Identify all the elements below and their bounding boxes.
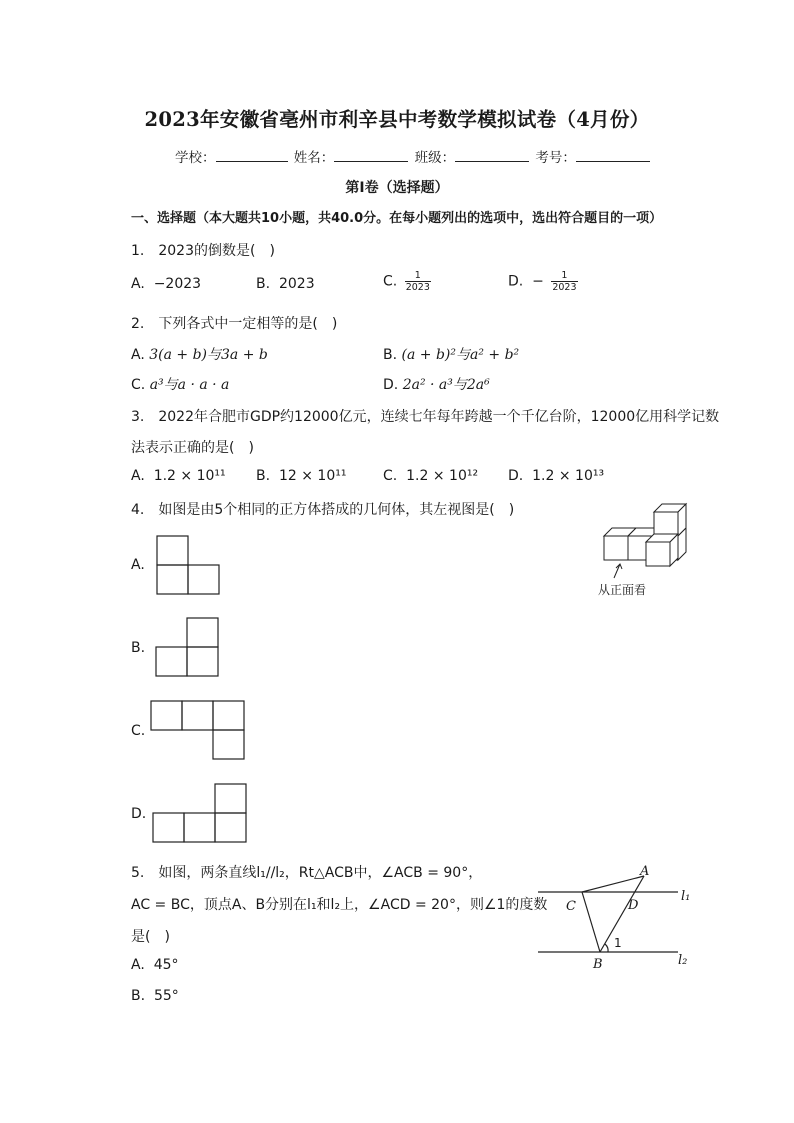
angle-1-arc <box>605 944 608 952</box>
q4-option-c-figure <box>150 700 246 762</box>
q3-stem-line2: 法表示正确的是( ) <box>131 440 254 456</box>
q1-option-c: C. $\frac{1}{2023}$ <box>383 270 430 293</box>
name-blank <box>334 147 408 162</box>
q5-stem-line1: 5. 如图，两条直线l₁//l₂，Rt△ACB中，∠ACB = 90°， <box>131 865 483 881</box>
q3-stem-line1: 3. 2022年合肥市GDP约12000亿元，连续七年每年跨越一个千亿台阶，12000亿用科学记数 <box>131 409 720 425</box>
q1-option-b: B. 2023 <box>256 276 315 292</box>
q4-option-c-label: C. <box>131 723 146 739</box>
point-d-label: D <box>628 898 639 913</box>
q4-option-b-figure <box>155 617 221 679</box>
q2-option-a: A. 3(a + b)与3a + b <box>131 347 268 363</box>
q1-option-d: D. − $\frac{1}{2023}$ <box>508 270 577 293</box>
q3-option-b: B. 12 × 10¹¹ <box>256 468 347 484</box>
q1-stem: 1. 2023的倒数是( ) <box>131 243 275 259</box>
q4-stem: 4. 如图是由5个相同的正方体搭成的几何体，其左视图是( ) <box>131 502 515 518</box>
q5-stem-line2: AC = BC，顶点A、B分别在l₁和l₂上，∠ACD = 20°，则∠1的度数 <box>131 897 548 913</box>
q1-option-a: A. −2023 <box>131 276 202 292</box>
student-info-line <box>175 146 652 166</box>
q2-option-d: D. 2a² · a³与2a⁶ <box>383 377 490 393</box>
q5-option-a: A. 45° <box>131 957 179 973</box>
part-heading: 一、选择题（本大题共10小题，共40.0分。在每小题列出的选项中，选出符合题目的一项） <box>131 211 663 226</box>
q4-option-b-label: B. <box>131 640 146 656</box>
line-l1-label: l₁ <box>681 889 691 904</box>
segment-ca <box>582 876 644 892</box>
class-blank <box>455 147 529 162</box>
angle-1-label: 1 <box>614 936 622 950</box>
point-c-label: C <box>566 899 576 914</box>
number-label: 考号： <box>535 150 576 166</box>
school-blank <box>216 147 288 162</box>
q2-stem: 2. 下列各式中一定相等的是( ) <box>131 316 338 332</box>
q2-option-c: C. a³与a · a · a <box>131 377 230 393</box>
q3-option-c: C. 1.2 × 10¹² <box>383 468 479 484</box>
point-b-label: B <box>593 957 603 972</box>
q5-option-b: B. 55° <box>131 988 179 1004</box>
q4-figure-caption: 从正面看 <box>598 583 647 597</box>
q3-option-a: A. 1.2 × 10¹¹ <box>131 468 226 484</box>
school-label: 学校： <box>175 150 216 166</box>
section-title: 第Ⅰ卷（选择题） <box>345 180 449 196</box>
name-label: 姓名： <box>293 150 335 166</box>
q3-option-d: D. 1.2 × 10¹³ <box>508 468 605 484</box>
q4-option-a-figure <box>156 535 222 597</box>
q1-c-fraction: $\frac{1}{2023}$ <box>405 270 430 293</box>
point-a-label: A <box>640 864 650 879</box>
q2-option-b: B. (a + b)²与a² + b² <box>383 347 520 363</box>
q5-stem-line3: 是( ) <box>131 929 170 945</box>
class-label: 班级： <box>414 150 456 166</box>
q4-option-d-label: D. <box>131 806 147 822</box>
q1-d-fraction: $\frac{1}{2023}$ <box>552 270 577 293</box>
q5-geometry-figure <box>536 862 696 974</box>
segment-ab <box>600 876 644 952</box>
exam-title: 2023年安徽省亳州市利辛县中考数学模拟试卷（4月份） <box>144 108 650 131</box>
q4-option-d-figure <box>152 783 248 845</box>
segment-cb <box>582 892 600 952</box>
q4-option-a-label: A. <box>131 557 145 573</box>
number-blank <box>576 147 650 162</box>
line-l2-label: l₂ <box>678 953 688 968</box>
